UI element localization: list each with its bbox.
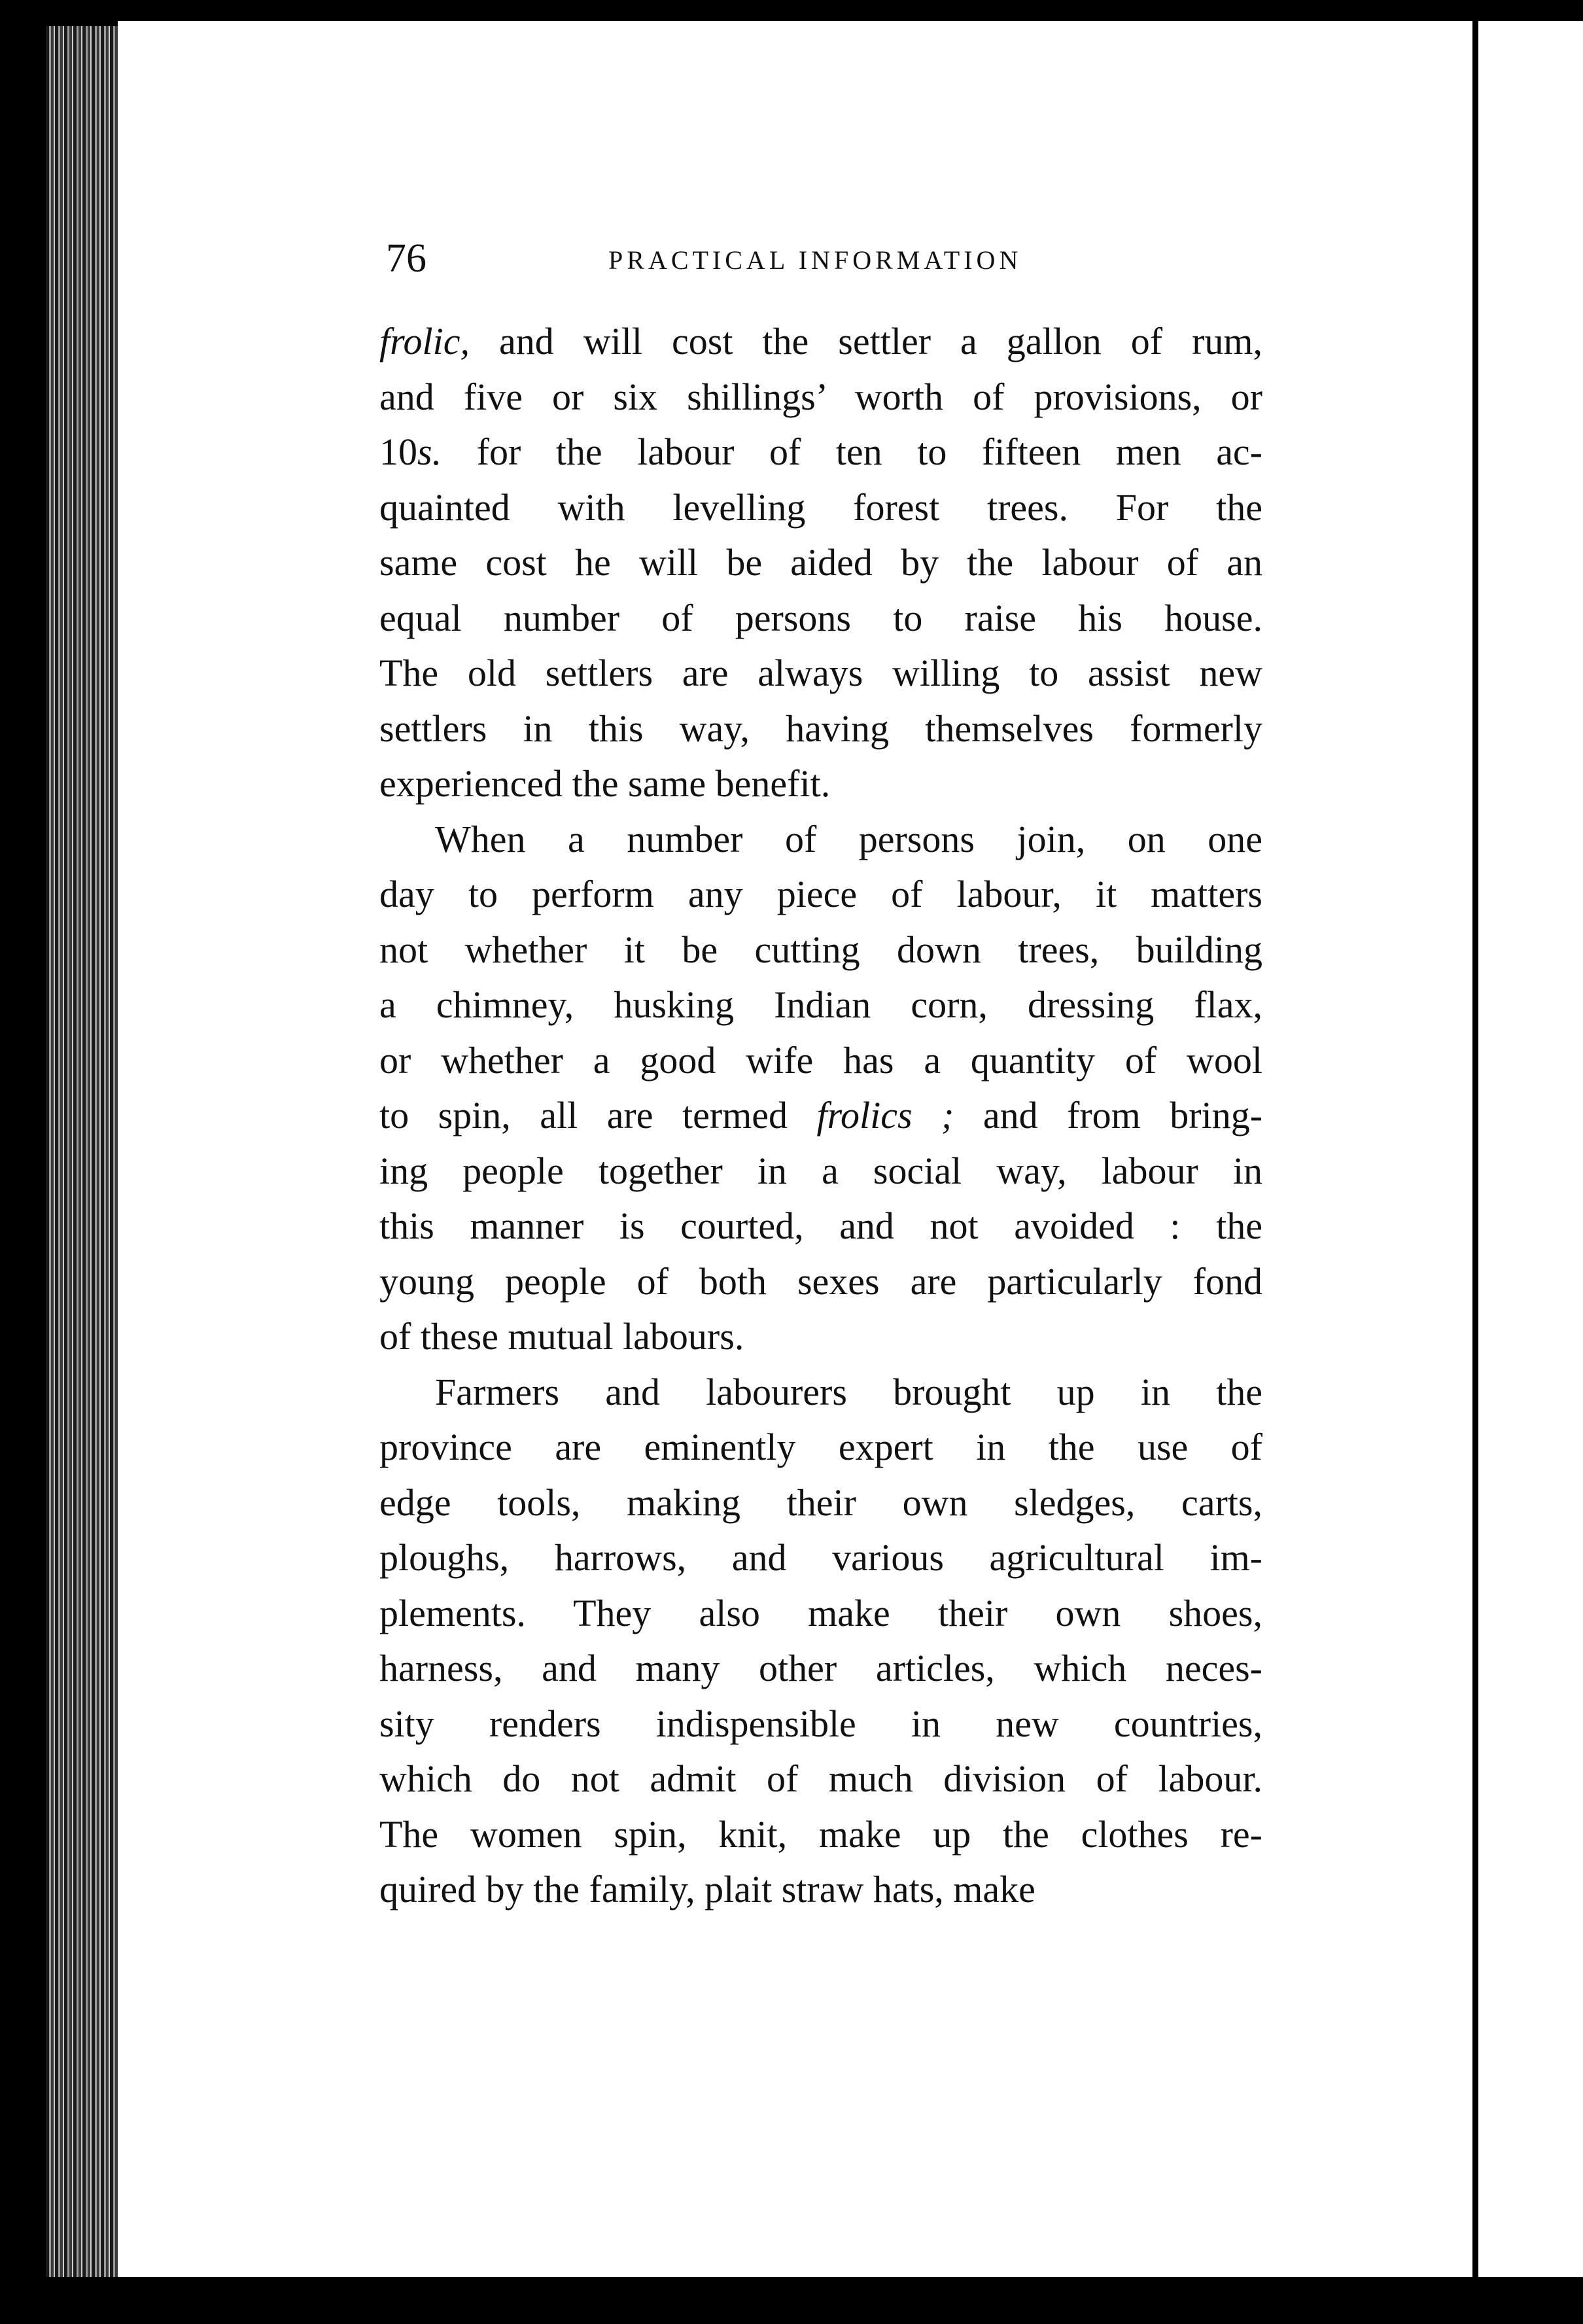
line-text: this manner is courted, and not avoided : the <box>379 1205 1262 1247</box>
line-text: which do not admit of much division of labour. <box>379 1757 1262 1800</box>
line-text: harness, and many other articles, which neces- <box>379 1647 1262 1689</box>
text-line <box>379 923 1262 978</box>
line-text: same cost he will be aided by the labour of an <box>379 541 1262 584</box>
text-line <box>379 1144 1262 1199</box>
italic-text: s. <box>417 431 442 473</box>
text-line <box>379 591 1262 646</box>
line-text: ing people together in a social way, labour in <box>379 1149 1262 1192</box>
facing-page-edge <box>1469 21 1583 2277</box>
running-title: PRACTICAL INFORMATION <box>608 245 1022 275</box>
text-line <box>379 1752 1262 1807</box>
text-line <box>379 867 1262 923</box>
text-line <box>379 1862 1262 1918</box>
line-text: equal number of persons to raise his house. <box>379 596 1262 639</box>
line-text: young people of both sexes are particularly fond <box>379 1259 1262 1303</box>
line-text: experienced the same benefit. <box>379 762 831 805</box>
text-line <box>379 1586 1262 1642</box>
facing-page-divider <box>1472 21 1478 2277</box>
running-header <box>386 232 1266 285</box>
text-line <box>379 314 1262 370</box>
line-text: sity renders indispensible in new countries, <box>379 1702 1262 1745</box>
line-text: 10 <box>379 431 417 473</box>
paragraph <box>379 314 1262 812</box>
line-text: ploughs, harrows, and various agricultural im- <box>379 1536 1262 1579</box>
line-text: When a number of persons join, on one <box>435 817 1262 860</box>
text-line <box>379 1420 1262 1475</box>
line-text: plements. They also make their own shoes, <box>379 1591 1262 1634</box>
line-text: of these mutual labours. <box>379 1315 744 1358</box>
body-text <box>379 314 1262 1918</box>
text-line <box>379 1365 1262 1420</box>
line-text: and five or six shillings’ worth of provisions, or <box>379 375 1262 418</box>
line-text: day to perform any piece of labour, it matters <box>379 873 1262 915</box>
text-line <box>379 1033 1262 1089</box>
text-line <box>379 1309 1262 1365</box>
line-text: and from bring- <box>954 1094 1263 1136</box>
line-text: and will cost the settler a gallon of rum, <box>470 320 1262 362</box>
line-text: The old settlers are always willing to assist new <box>379 652 1262 694</box>
line-text: province are eminently expert in the use of <box>379 1426 1262 1468</box>
text-line <box>379 1697 1262 1752</box>
text-line <box>379 480 1262 536</box>
page-number: 76 <box>386 236 426 281</box>
line-text: quired by the family, plait straw hats, make <box>379 1868 1035 1910</box>
italic-text: frolics ; <box>816 1094 954 1136</box>
text-line <box>379 1530 1262 1586</box>
line-text: The women spin, knit, make up the clothes re- <box>379 1812 1262 1856</box>
text-line <box>379 1475 1262 1531</box>
paragraph <box>379 1365 1262 1918</box>
book-spine-edge <box>46 26 124 2277</box>
line-text: settlers in this way, having themselves formerly <box>379 707 1262 750</box>
line-text: not whether it be cutting down trees, building <box>379 928 1262 971</box>
line-text: edge tools, making their own sledges, carts, <box>379 1481 1262 1524</box>
text-line <box>379 701 1262 757</box>
line-text: a chimney, husking Indian corn, dressing flax, <box>379 983 1262 1026</box>
paragraph <box>379 812 1262 1365</box>
text-line <box>379 1088 1262 1144</box>
text-line <box>379 1807 1262 1863</box>
text-line <box>379 1254 1262 1310</box>
text-line <box>379 756 1262 812</box>
text-line <box>379 1199 1262 1254</box>
line-text: quainted with levelling forest trees. For the <box>379 485 1262 529</box>
text-line <box>379 370 1262 425</box>
text-line <box>379 977 1262 1033</box>
text-line <box>379 646 1262 701</box>
text-line <box>379 535 1262 591</box>
line-text: to spin, all are termed <box>379 1094 817 1136</box>
line-text: or whether a good wife has a quantity of wool <box>379 1038 1262 1082</box>
text-line <box>379 812 1262 868</box>
text-line <box>379 1641 1262 1697</box>
text-line <box>379 425 1262 480</box>
italic-text: frolic, <box>379 320 470 362</box>
line-text: Farmers and labourers brought up in the <box>435 1370 1262 1413</box>
line-text: for the labour of ten to fifteen men ac- <box>442 431 1262 473</box>
page-bottom-edge <box>65 2277 1583 2324</box>
